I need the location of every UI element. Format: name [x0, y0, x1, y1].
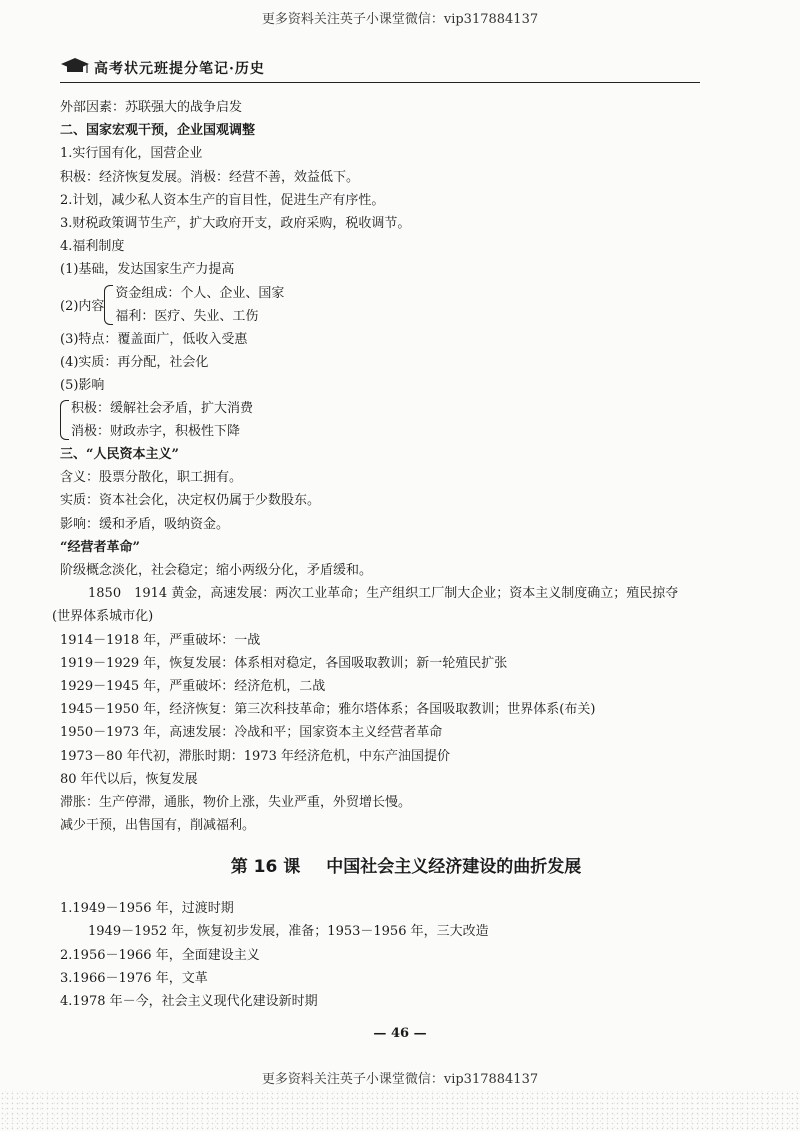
- graduation-cap-logo-icon: [60, 56, 90, 76]
- brace-item: 积极：缓解社会矛盾，扩大消费: [71, 401, 254, 417]
- text-line: 2.1956－1966 年，全面建设主义: [60, 947, 260, 963]
- text-line: (3)特点：覆盖面广，低收入受惠: [60, 331, 248, 347]
- section-heading: 三、“人民资本主义”: [60, 447, 179, 463]
- text-line: (1)基础，发达国家生产力提高: [60, 262, 235, 278]
- text-line: 4.1978 年－今，社会主义现代化建设新时期: [60, 994, 318, 1009]
- text-line: 1949－1952 年，恢复初步发展，准备；1953－1956 年，三大改造: [88, 924, 489, 940]
- text-line: 80 年代以后，恢复发展: [60, 771, 198, 787]
- text-line: (5)影响: [60, 377, 105, 393]
- text-line: (世界体系城市化): [52, 609, 154, 625]
- text-line: 阶级概念淡化，社会稳定；缩小两级分化，矛盾缓和。: [60, 563, 373, 578]
- text-line: 外部因素：苏联强大的战争启发: [60, 100, 243, 115]
- scan-noise-decoration: [0, 1091, 800, 1131]
- brace-item: 资金组成：个人、企业、国家: [115, 285, 285, 301]
- text-line: 1.1949－1956 年，过渡时期: [60, 901, 234, 917]
- brace-item: 消极：财政赤字，积极性下降: [71, 424, 241, 440]
- chapter-number: 第 16 课: [230, 857, 301, 878]
- text-line: 1914－1918 年，严重破坏：一战: [60, 632, 261, 648]
- text-line: 1919－1929 年，恢复发展：体系相对稳定，各国吸取教训；新一轮殖民扩张: [60, 655, 508, 671]
- effect-brace-group: [60, 397, 720, 443]
- text-line: 1945－1950 年，经济恢复：第三次科技革命；雅尔塔体系；各国吸取教训；世界体系(布关): [60, 702, 596, 718]
- chapter-heading: [92, 837, 720, 897]
- text-line: 减少干预，出售国有，削减福利。: [60, 818, 256, 834]
- text-line: 3.财税政策调节生产，扩大政府开支，政府采购，税收调节。: [60, 215, 411, 231]
- text-line: 1.实行国有化，国营企业: [60, 146, 203, 162]
- text-line: 含义：股票分散化，职工拥有。: [60, 470, 243, 486]
- text-line: 2.计划，减少私人资本生产的盲目性，促进生产有序性。: [60, 192, 385, 208]
- top-watermark-banner: 更多资料关注英子小课堂微信：vip317884137: [261, 12, 539, 27]
- page-number: — 46 —: [373, 1026, 427, 1041]
- text-line: (4)实质：再分配，社会化: [60, 354, 209, 370]
- header-title: 高考状元班提分笔记·历史: [94, 61, 265, 77]
- brace-label: (2)内容: [60, 299, 105, 314]
- bottom-watermark-banner: 更多资料关注英子小课堂微信：vip317884137: [261, 1072, 539, 1087]
- text-line: 积极：经济恢复发展。消极：经营不善，效益低下。: [60, 169, 360, 185]
- text-line: 1929－1945 年，严重破坏：经济危机，二战: [60, 678, 326, 694]
- content-brace-group: [60, 282, 720, 328]
- text-line: 滞胀：生产停滞，通胀，物价上涨，失业严重，外贸增长慢。: [60, 794, 412, 810]
- left-brace-icon: [60, 400, 69, 440]
- section-heading: “经营者革命”: [60, 539, 140, 555]
- chapter-title: 中国社会主义经济建设的曲折发展: [326, 857, 582, 878]
- section-heading: 二、国家宏观干预，企业国观调整: [60, 123, 256, 139]
- text-line: 1850 1914 黄金，高速发展：两次工业革命；生产组织工厂制大企业；资本主义制度确立；殖民掠夺: [88, 586, 679, 602]
- brace-item: 福利：医疗、失业、工伤: [115, 308, 259, 324]
- text-line: 3.1966－1976 年，文革: [60, 970, 208, 986]
- text-line: 影响：缓和矛盾，吸纳资金。: [60, 516, 230, 532]
- page-header: [60, 52, 700, 83]
- text-line: 4.福利制度: [60, 239, 125, 255]
- text-line: 实质：资本社会化，决定权仍属于少数股东。: [60, 493, 321, 509]
- left-brace-icon: [104, 285, 113, 325]
- text-line: 1973－80 年代初，滞胀时期：1973 年经济危机，中东产油国提价: [60, 748, 450, 764]
- text-line: 1950－1973 年，高速发展：冷战和平；国家资本主义经营者革命: [60, 725, 443, 741]
- notes-content: [52, 96, 720, 1013]
